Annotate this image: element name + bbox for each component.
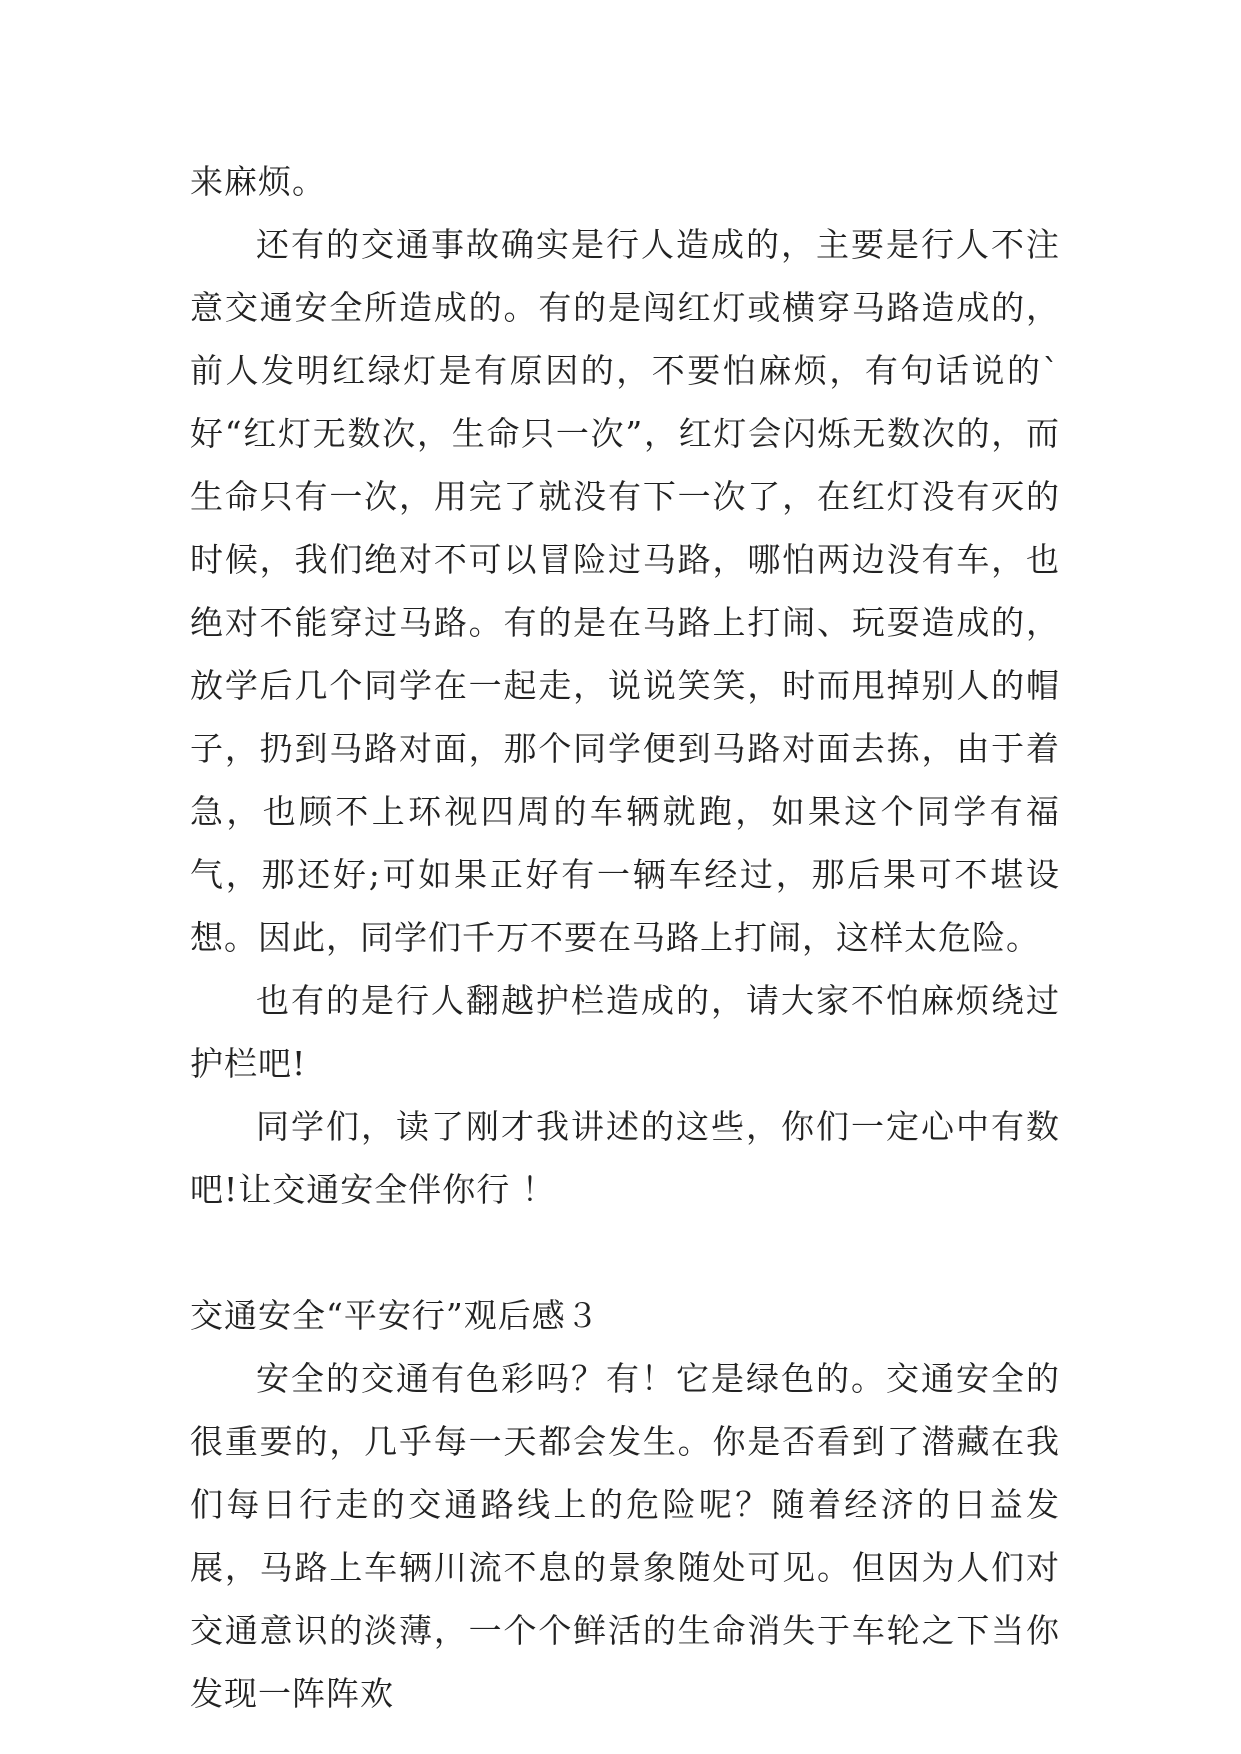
section-title: 交通安全“平安行”观后感３ (190, 1296, 600, 1335)
section-spacer (190, 1221, 1060, 1284)
paragraph-guardrail: 也有的是行人翻越护栏造成的，请大家不怕麻烦绕过护栏吧! (190, 981, 1060, 1083)
paragraph-green-traffic: 安全的交通有色彩吗？有！它是绿色的。交通安全的很重要的，几乎每一天都会发生。你是否看到了潜藏在我们每日行走的交通路线上的危险呢？随着经济的日益发展，马路上车辆川流不息的景象随处可见。但因为人们对交通意识的淡薄，一个个鲜活的生命消失于车轮之下当你发现一阵阵欢 (190, 1359, 1060, 1713)
document-body (190, 150, 1060, 1725)
continuation-text: 来麻烦。 (190, 162, 326, 201)
paragraph-traffic-accidents: 还有的交通事故确实是行人造成的，主要是行人不注意交通安全所造成的。有的是闯红灯或横穿马路造成的，前人发明红绿灯是有原因的，不要怕麻烦，有句话说的`好“红灯无数次，生命只一次”，红灯会闪烁无数次的，而生命只有一次，用完了就没有下一次了，在红灯没有灭的时候，我们绝对不可以冒险过马路，哪怕两边没有车，也绝对不能穿过马路。有的是在马路上打闹、玩耍造成的，放学后几个同学在一起走，说说笑笑，时而甩掉别人的帽子，扔到马路对面，那个同学便到马路对面去拣，由于着急，也顾不上环视四周的车辆就跑，如果这个同学有福气，那还好;可如果正好有一辆车经过，那后果可不堪设想。因此，同学们千万不要在马路上打闹，这样太危险。 (190, 225, 1060, 957)
paragraph-conclusion: 同学们，读了刚才我讲述的这些，你们一定心中有数吧!让交通安全伴你行 ！ (190, 1107, 1060, 1209)
